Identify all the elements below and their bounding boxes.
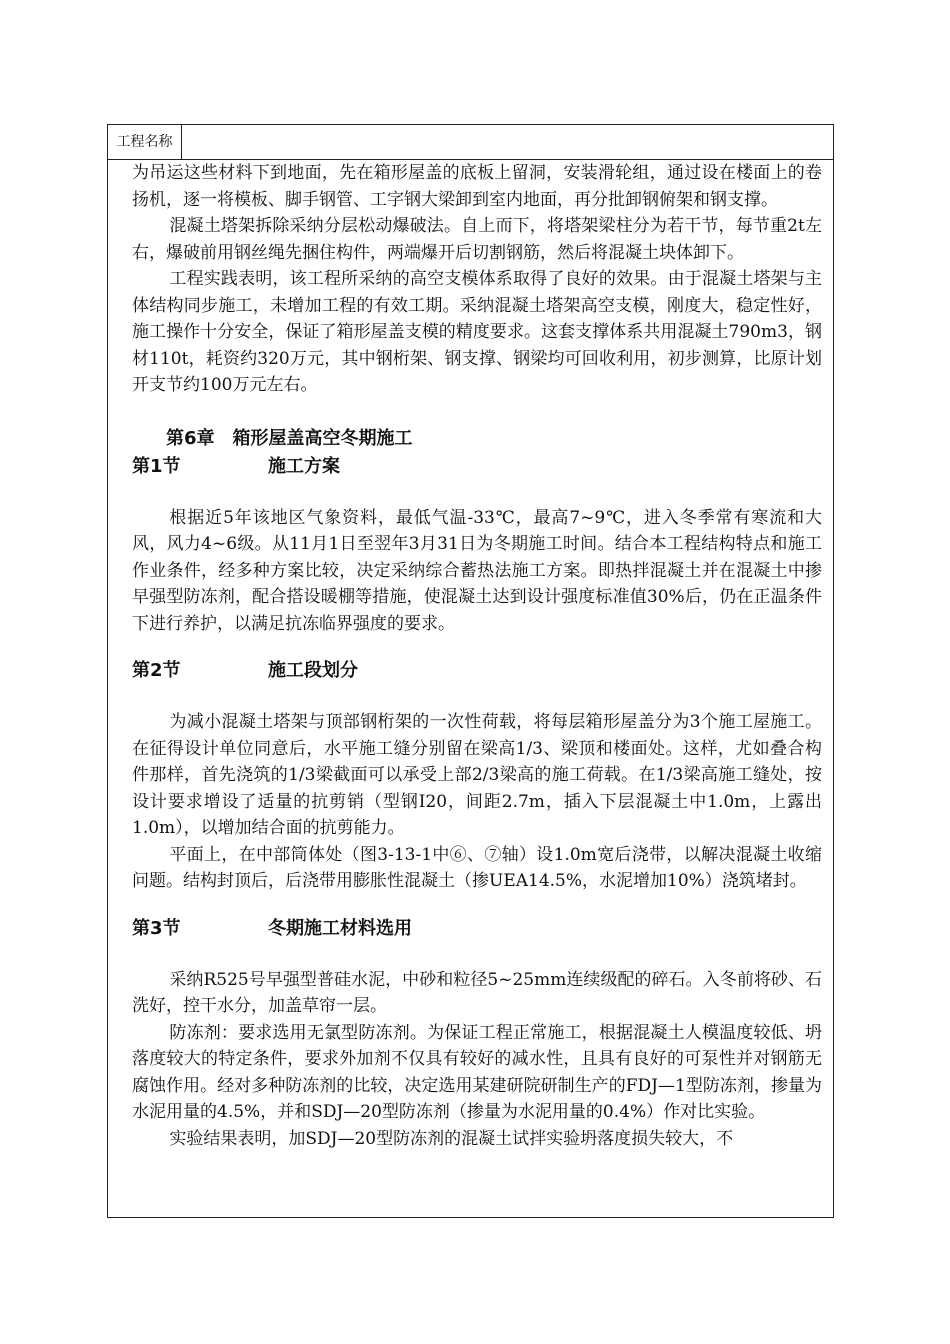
section-heading xyxy=(132,915,822,943)
document-content xyxy=(132,160,822,1152)
section-title: 冬期施工材料选用 xyxy=(268,917,412,939)
intro-paragraph: 工程实践表明，该工程所采纳的高空支模体系取得了良好的效果。由于混凝土塔架与主体结构同步施工，未增加工程的有效工期。采纳混凝土塔架高空支模，刚度大，稳定性好，施工操作十分安全，保证了箱形屋盖支模的精度要求。这套支撑体系共用混凝土790m3，钢材110t，耗资约320万元，其中钢桁架、钢支撑、钢梁均可回收利用，初步测算，比原计划开支节约100万元左右。 xyxy=(132,269,822,395)
body-paragraph: 采纳R525号早强型普硅水泥，中砂和粒径5~25mm连续级配的碎石。入冬前将砂、石洗好，控干水分，加盖草帘一层。 xyxy=(132,969,822,1016)
project-name-row xyxy=(108,125,833,160)
body-paragraph: 为减小混凝土塔架与顶部钢桁架的一次性荷载，将每层箱形屋盖分为3个施工屋施工。在征得设计单位同意后，水平施工缝分别留在梁高1/3、梁顶和楼面处。这样，尤如叠合构件那样，首先浇筑的1/3梁截面可以承受上部2/3梁高的施工荷载。在1/3梁高施工缝处，按设计要求增设了适量的抗剪销（型钢I20，间距2.7m，插入下层混凝土中1.0m，上露出1.0m），以增加结合面的抗剪能力。 xyxy=(132,712,822,838)
section-title: 施工段划分 xyxy=(268,660,358,681)
section-number: 第3节 xyxy=(132,917,181,939)
project-name-label: 工程名称 xyxy=(108,125,182,159)
intro-paragraph: 为吊运这些材料下到地面，先在箱形屋盖的底板上留洞，安装滑轮组，通过设在楼面上的卷扬机，逐一将模板、脚手钢管、工字钢大梁卸到室内地面，再分批卸钢俯架和钢支撑。 xyxy=(132,163,822,210)
intro-paragraph: 混凝土塔架拆除采纳分层松动爆破法。自上而下，将塔架梁柱分为若干节，每节重2t左右，爆破前用钢丝绳先捆住构件，两端爆开后切割钢筋，然后将混凝土块体卸下。 xyxy=(132,216,822,263)
section-title: 施工方案 xyxy=(268,455,340,477)
section-number: 第1节 xyxy=(132,455,181,477)
section-heading xyxy=(132,453,822,481)
document-table xyxy=(107,124,834,1218)
chapter-heading: 第6章 箱形屋盖高空冬期施工 xyxy=(166,427,413,449)
body-paragraph: 防冻剂：要求选用无氯型防冻剂。为保证工程正常施工，根据混凝土人模温度较低、坍落度较大的特定条件，要求外加剂不仅具有较好的减水性，且具有良好的可泵性并对钢筋无腐蚀作用。经对多种防冻剂的比较，决定选用某建研院研制生产的FDJ—1型防冻剂，掺量为水泥用量的4.5%，并和SDJ—20型防冻剂（掺量为水泥用量的0.4%）作对比实验。 xyxy=(132,1022,822,1122)
section-number: 第2节 xyxy=(132,660,181,681)
body-paragraph: 实验结果表明，加SDJ—20型防冻剂的混凝土试拌实验坍落度损失较大，不 xyxy=(169,1128,734,1149)
body-paragraph: 平面上，在中部筒体处（图3-13-1中⑥、⑦轴）设1.0m宽后浇带，以解决混凝土收缩问题。结构封顶后，后浇带用膨胀性混凝土（掺UEA14.5%，水泥增加10%）浇筑堵封。 xyxy=(132,844,822,891)
section-heading xyxy=(132,657,822,685)
body-paragraph: 根据近5年该地区气象资料，最低气温-33℃，最高7~9℃，进入冬季常有寒流和大风，风力4~6级。从11月1日至翌年3月31日为冬期施工时间。结合本工程结构特点和施工作业条件，经多种方案比较，决定采纳综合蓄热法施工方案。即热拌混凝土并在混凝土中掺早强型防冻剂，配合搭设暖棚等措施，使混凝土达到设计强度标准值30%后，仍在正温条件下进行养护，以满足抗冻临界强度的要求。 xyxy=(132,507,822,634)
